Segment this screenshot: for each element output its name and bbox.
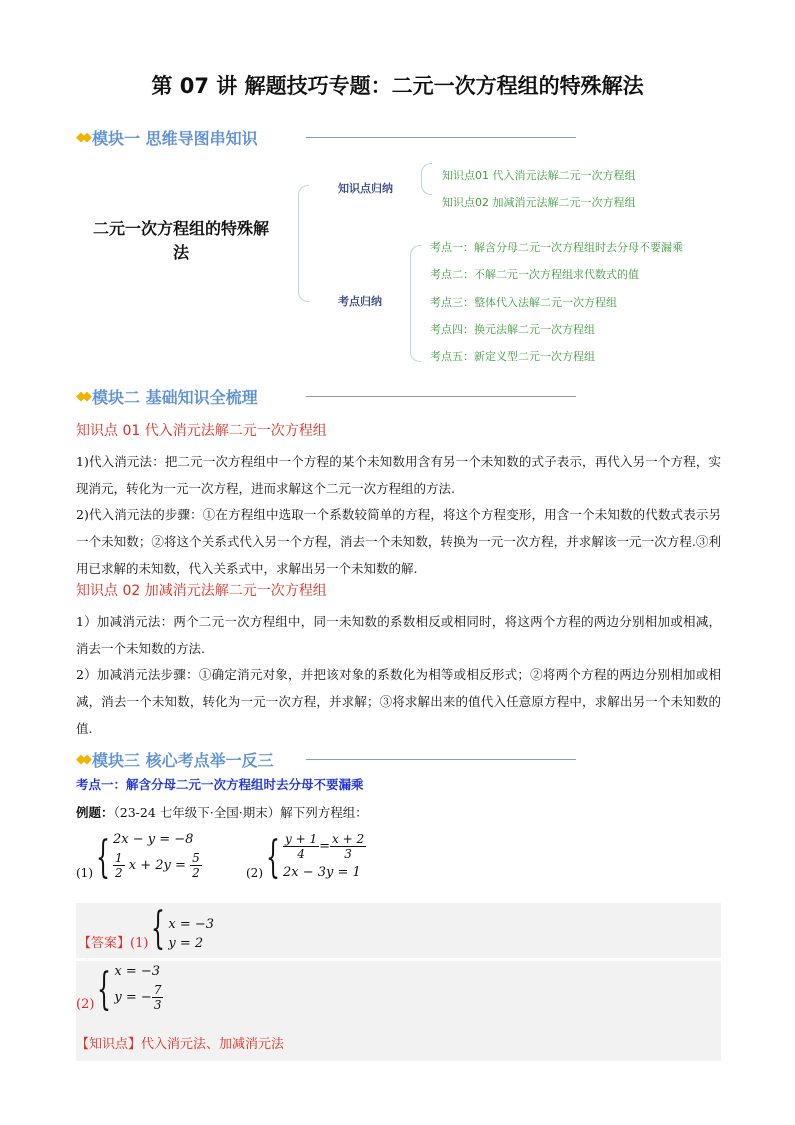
- exam-point-heading: 考点一：解含分母二元一次方程组时去分母不要漏乘: [76, 777, 364, 792]
- expr: x + 2y =: [128, 858, 186, 873]
- answer-box: [76, 960, 721, 1061]
- brace: {: [266, 832, 280, 883]
- num: 1: [115, 851, 123, 865]
- equation-system-1: [76, 832, 202, 883]
- brace: [421, 163, 432, 195]
- mindmap-category: 知识点归纳: [338, 182, 393, 195]
- num: x + 2: [332, 832, 365, 846]
- mindmap-leaf: 考点一：解含分母二元一次方程组时去分母不要漏乘: [430, 241, 683, 254]
- den: 4: [297, 847, 305, 861]
- mindmap-leaf: 考点五：新定义型二元一次方程组: [430, 350, 595, 363]
- knowledge-heading: 知识点 01 代入消元法解二元一次方程组: [76, 423, 327, 439]
- equation: [114, 983, 163, 1012]
- mindmap-leaf: 知识点02 加减消元法解二元一次方程组: [442, 196, 636, 209]
- paragraph: 2）加减消元法步骤：①确定消元对象，并把该对象的系数化为相等或相反形式；②将两个方程的两边分别相加或相减，消去一个未知数，转化为一元一次方程，并求解；③将求解出来的值代入任意原方程中，求解出另一个未知数的值.: [76, 667, 721, 736]
- knowledge-tag: 【知识点】代入消元法、加减消元法: [76, 1037, 285, 1052]
- den: 3: [153, 998, 162, 1012]
- equation: 2x − 3y = 1: [283, 865, 361, 880]
- den: 2: [115, 866, 123, 880]
- mindmap-root: 二元一次方程组的特殊解法: [92, 219, 269, 262]
- mindmap-leaf: 考点二：不解二元一次方程组求代数式的值: [430, 268, 639, 281]
- mindmap-leaf: 考点四：换元法解二元一次方程组: [430, 323, 595, 336]
- example-line: [76, 803, 368, 821]
- divider: [306, 396, 576, 397]
- equation: y = 2: [168, 936, 204, 951]
- brace: [410, 245, 421, 362]
- equation: x = −3: [114, 964, 161, 979]
- paragraph: 1)代入消元法：把二元一次方程组中一个方程的某个未知数用含有另一个未知数的式子表示，再代入另一个方程，实现消元，转化为一元一次方程，进而求解这个二元一次方程组的方法.: [76, 454, 721, 496]
- eq: =: [319, 839, 331, 854]
- equation-system-2: [246, 832, 366, 883]
- num: 7: [153, 983, 162, 997]
- mindmap-leaf: 知识点01 代入消元法解二元一次方程组: [442, 169, 636, 182]
- module-title: 模块一 思维导图串知识: [92, 128, 258, 148]
- knowledge-heading: 知识点 02 加减消元法解二元一次方程组: [76, 583, 327, 599]
- brace: {: [151, 903, 166, 954]
- brace: [298, 185, 309, 302]
- num: y + 1: [285, 832, 318, 846]
- brace: {: [97, 964, 112, 1015]
- paragraph: 1）加减消元法：两个二元一次方程组中，同一未知数的系数相反或相同时，将这两个方程的两边分别相加或相减，消去一个未知数的方法.: [76, 614, 721, 656]
- diamond-icon: ◆◆: [76, 129, 88, 145]
- answer-label: 【答案】(1): [78, 936, 149, 951]
- example-label: 例题：: [76, 805, 114, 820]
- answer-2: [76, 964, 163, 1015]
- module-header-3: [76, 746, 274, 772]
- paragraph: 2)代入消元法的步骤：①在方程组中选取一个系数较简单的方程，将这个方程变形，用含一个未知数的代数式表示另一个未知数；②将这个关系式代入另一个方程，消去一个未知数，转换为一元一次方程，并求解该一元一次方程.③利用已求解的未知数，代入关系式中，求解出另一个未知数的解.: [76, 507, 721, 576]
- answer-box: [76, 903, 721, 958]
- equation: [283, 832, 366, 861]
- diamond-icon: ◆◆: [76, 388, 88, 404]
- example-text: （23-24 七年级下·全国·期末）解下列方程组：: [113, 805, 368, 820]
- module-header-2: [76, 383, 258, 409]
- module-header-1: [76, 124, 258, 150]
- label: (2): [76, 997, 95, 1012]
- equation: [113, 851, 202, 880]
- mind-map: [76, 155, 716, 370]
- brace: {: [96, 832, 110, 883]
- divider: [306, 759, 576, 760]
- mindmap-category: 考点归纳: [338, 295, 382, 308]
- page-title: 第 07 讲 解题技巧专题：二元一次方程组的特殊解法: [151, 74, 644, 98]
- diamond-icon: ◆◆: [76, 751, 88, 767]
- expr: y = −: [114, 990, 152, 1005]
- equation: x = −3: [168, 917, 215, 932]
- module-title: 模块二 基础知识全梳理: [92, 387, 258, 407]
- den: 2: [192, 866, 200, 880]
- den: 3: [344, 847, 352, 861]
- answer-1: [78, 903, 215, 954]
- label: (1): [76, 866, 93, 880]
- equation: 2x − y = −8: [113, 832, 194, 847]
- divider: [306, 137, 576, 138]
- num: 5: [192, 851, 200, 865]
- module-title: 模块三 核心考点举一反三: [92, 750, 274, 770]
- label: (2): [246, 866, 263, 880]
- mindmap-leaf: 考点三：整体代入法解二元一次方程组: [430, 296, 617, 309]
